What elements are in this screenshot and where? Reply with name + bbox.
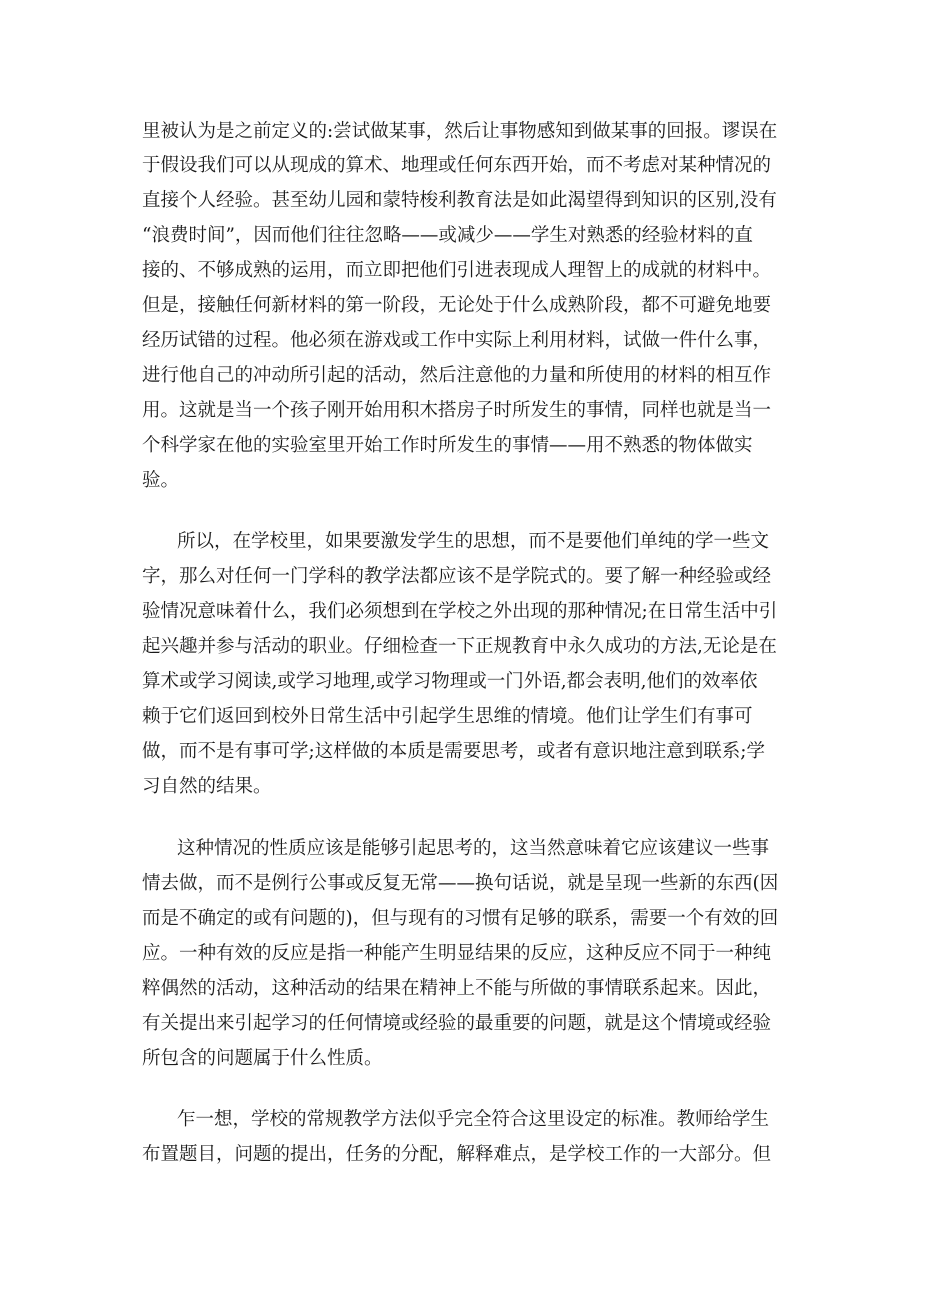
text-line: 赖于它们返回到校外日常生活中引起学生思维的情境。他们让学生们有事可 xyxy=(142,706,753,727)
text-line: 但是，接触任何新材料的第一阶段，无论处于什么成熟阶段，都不可避免地要 xyxy=(142,295,772,316)
text-line: 里被认为是之前定义的:尝试做某事，然后让事物感知到做某事的回报。谬误在 xyxy=(142,121,778,142)
text-line: “浪费时间”，因而他们往往忽略——或减少——学生对熟悉的经验材料的直 xyxy=(142,225,753,246)
text-line: 经历试错的过程。他必须在游戏或工作中实际上利用材料，试做一件什么事， xyxy=(142,330,772,351)
text-line: 布置题目，问题的提出，任务的分配，解释难点，是学校工作的一大部分。但 xyxy=(142,1144,772,1165)
text-line: 于假设我们可以从现成的算术、地理或任何东西开始，而不考虑对某种情况的 xyxy=(142,155,772,176)
text-line: 接的、不够成熟的运用，而立即把他们引进表现成人理智上的成就的材料中。 xyxy=(142,260,772,281)
text-line: 验情况意味着什么，我们必须想到在学校之外出现的那种情况;在日常生活中引 xyxy=(142,601,778,622)
text-line: 这种情况的性质应该是能够引起思考的，这当然意味着它应该建议一些事 xyxy=(177,838,770,859)
text-line: 字，那么对任何一门学科的教学法都应该不是学院式的。要了解一种经验或经 xyxy=(142,566,772,587)
text-line: 应。一种有效的反应是指一种能产生明显结果的反应，这种反应不同于一种纯 xyxy=(142,943,772,964)
text-line: 用。这就是当一个孩子刚开始用积木搭房子时所发生的事情，同样也就是当一 xyxy=(142,400,772,421)
text-line: 直接个人经验。甚至幼儿园和蒙特梭利教育法是如此渴望得到知识的区别,没有 xyxy=(142,190,777,211)
text-line: 验。 xyxy=(142,470,180,491)
text-line: 进行他自己的冲动所引起的活动，然后注意他的力量和所使用的材料的相互作 xyxy=(142,365,772,386)
text-line: 做，而不是有事可学;这样做的本质是需要思考，或者有意识地注意到联系;学 xyxy=(142,741,765,762)
text-line: 所以，在学校里，如果要激发学生的思想，而不是要他们单纯的学一些文 xyxy=(177,531,770,552)
text-line: 所包含的问题属于什么性质。 xyxy=(142,1048,383,1069)
text-line: 算术或学习阅读,或学习地理,或学习物理或一门外语,都会表明,他们的效率依 xyxy=(142,671,758,692)
text-line: 情去做，而不是例行公事或反复无常——换句话说，就是呈现一些新的东西(因 xyxy=(142,873,779,894)
text-line: 粹偶然的活动，这种活动的结果在精神上不能与所做的事情联系起来。因此， xyxy=(142,978,772,999)
text-line: 起兴趣并参与活动的职业。仔细检查一下正规教育中永久成功的方法,无论是在 xyxy=(142,636,777,657)
text-line: 而是不确定的或有问题的)，但与现有的习惯有足够的联系，需要一个有效的回 xyxy=(142,908,779,929)
text-line: 个科学家在他的实验室里开始工作时所发生的事情——用不熟悉的物体做实 xyxy=(142,435,753,456)
text-line: 乍一想，学校的常规教学方法似乎完全符合这里设定的标准。教师给学生 xyxy=(177,1109,770,1130)
text-line: 有关提出来引起学习的任何情境或经验的最重要的问题，就是这个情境或经验 xyxy=(142,1013,772,1034)
text-line: 习自然的结果。 xyxy=(142,776,272,797)
